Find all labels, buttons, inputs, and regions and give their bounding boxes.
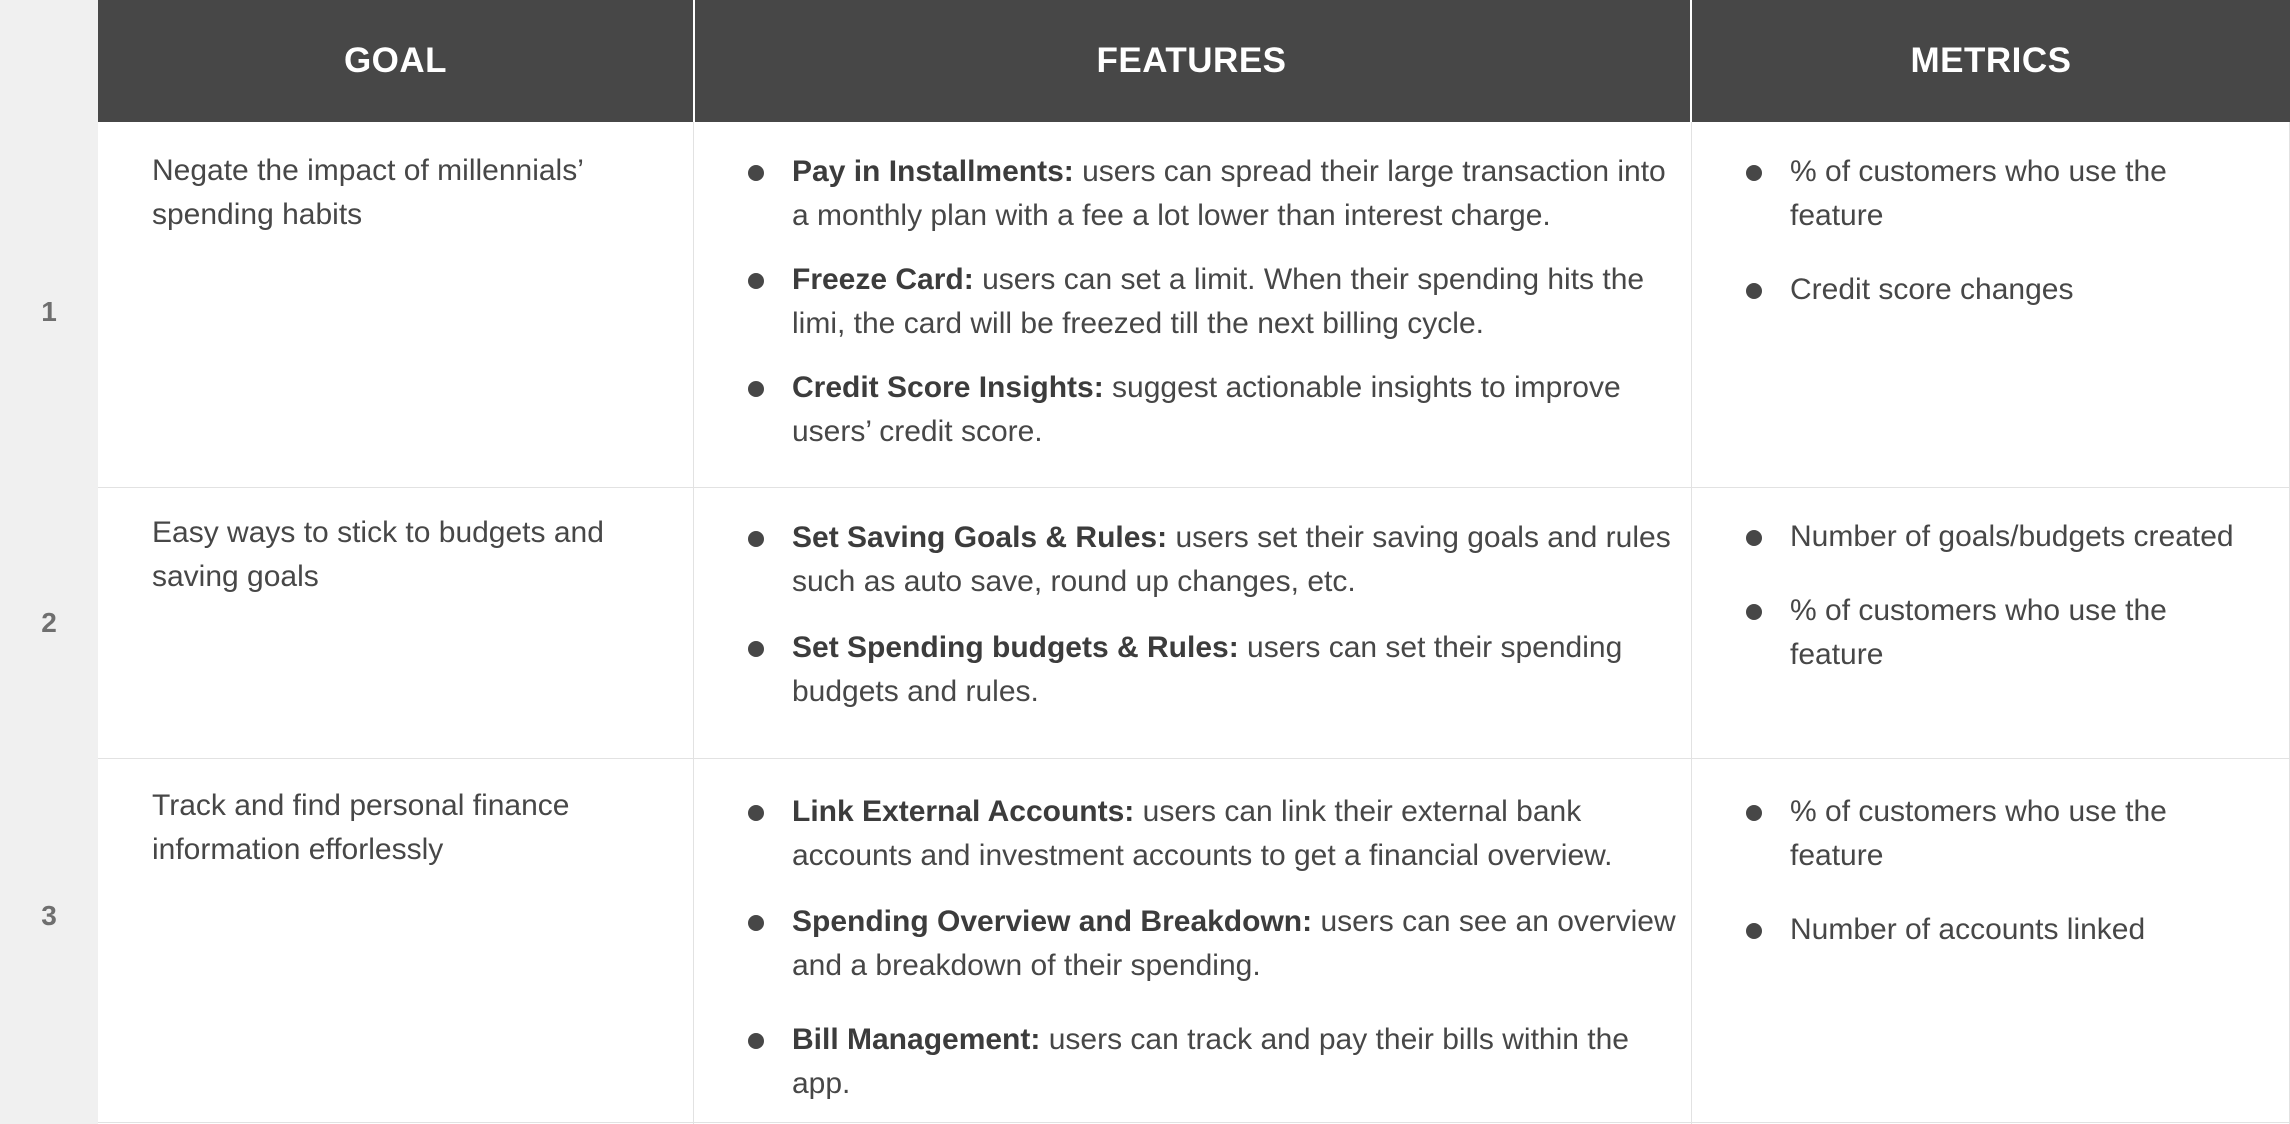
feature-text: users can link their external bank accounts and investment accounts to get a financial overview. [792,795,1613,872]
goal-text: Easy ways to stick to budgets and saving goals [152,516,604,593]
column-divider [693,122,694,1124]
row-divider [98,487,2290,488]
feature-title: Set Saving Goals & Rules: [792,521,1168,554]
features-list [746,150,1686,454]
feature-item [746,626,1686,714]
feature-text: users set their saving goals and rules such as auto save, round up changes, etc. [792,521,1671,598]
features-list [746,516,1686,714]
header-goal: GOAL [343,41,448,80]
metric-item: Number of goals/budgets created [1744,515,2264,559]
metrics-list [1744,790,2264,952]
feature-text: users can set a limit. When their spending hits the limi, the card will be freezed till the next billing cycle. [792,263,1645,340]
feature-title: Pay in Installments: [792,155,1074,188]
row-number-column [0,0,98,1124]
goal-text: Track and find personal finance information efforlessly [152,789,570,866]
feature-title: Bill Management: [792,1023,1041,1056]
feature-text: users can see an overview and a breakdown of their spending. [792,905,1676,982]
feature-title: Freeze Card: [792,263,974,296]
table-header [98,0,2290,122]
feature-item [746,1018,1686,1106]
feature-title: Credit Score Insights: [792,371,1104,404]
feature-title: Set Spending budgets & Rules: [792,631,1239,664]
feature-text: users can track and pay their bills within the app. [792,1023,1629,1100]
features-list [746,790,1686,1106]
row-number: 2 [41,607,57,638]
feature-text: users can set their spending budgets and rules. [792,631,1623,708]
feature-title: Spending Overview and Breakdown: [792,905,1313,938]
feature-item [746,790,1686,878]
column-divider [1691,122,1692,1124]
metric-item: Number of accounts linked [1744,908,2264,952]
feature-item [746,516,1686,604]
metric-item: Credit score changes [1744,268,2264,312]
goal-text: Negate the impact of millennials’ spending habits [152,154,583,231]
feature-text: suggest actionable insights to improve users’ credit score. [792,371,1621,448]
feature-item [746,900,1686,988]
metric-item: % of customers who use the feature [1744,790,2264,878]
feature-item [746,150,1686,238]
metrics-list [1744,150,2264,312]
row-divider [98,1122,2290,1123]
metric-item: % of customers who use the feature [1744,589,2264,677]
metric-item: % of customers who use the feature [1744,150,2264,238]
row-divider [98,758,2290,759]
row-number: 3 [41,900,57,931]
feature-item [746,258,1686,346]
metrics-list [1744,515,2264,677]
feature-text: users can spread their large transaction into a monthly plan with a fee a lot lower than interest charge. [792,155,1666,232]
header-features: FEATURES [1096,41,1287,80]
feature-item [746,366,1686,454]
row-number: 1 [41,296,57,327]
feature-title: Link External Accounts: [792,795,1135,828]
header-metrics: METRICS [1910,41,2072,80]
